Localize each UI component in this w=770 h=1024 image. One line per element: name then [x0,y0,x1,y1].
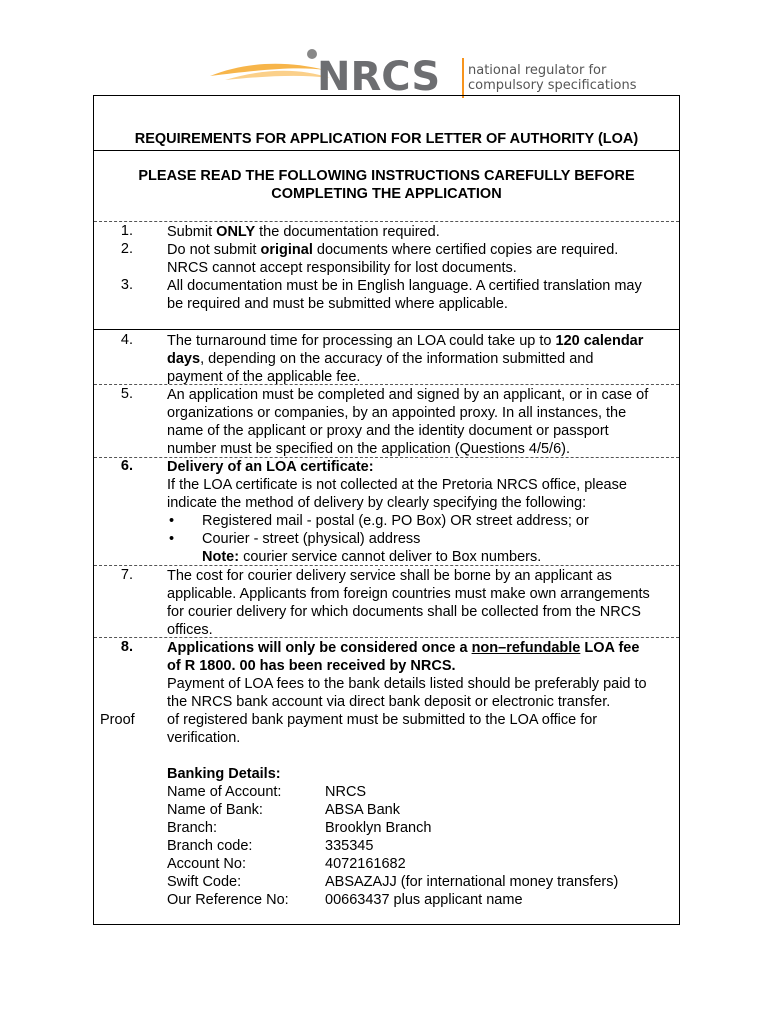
item-6-heading: Delivery of an LOA certificate: [167,459,374,475]
banking-heading: Banking Details: [167,766,281,782]
item-8-line3: Payment of LOA fees to the bank details listed should be preferably paid to [167,676,647,692]
divider-item4 [94,329,679,330]
item-5-line1: An application must be completed and signed by an applicant, or in case of [167,387,649,403]
bank-label: Our Reference No: [167,892,289,908]
bank-value: ABSA Bank [325,802,400,818]
bank-value: ABSAZAJJ (for international money transfers) [325,874,619,890]
item-8-line5: of registered bank payment must be submitted to the LOA office for [167,712,598,728]
item-2: Do not submit original documents where certified copies are required. [167,242,619,258]
item-5-line2: organizations or companies, by an appointed proxy. In all instances, the [167,405,627,421]
divider-title [94,150,679,151]
bank-label: Name of Bank: [167,802,263,818]
bullet-icon: • [169,531,175,547]
item-8-line1: Applications will only be considered once a non–refundable LOA fee [167,640,640,656]
item-2-line2: NRCS cannot accept responsibility for lost documents. [167,260,517,276]
bank-value: Brooklyn Branch [325,820,432,836]
bullet-icon: • [169,513,175,529]
item-number: 7. [120,567,133,583]
logo-dot [307,49,317,59]
item-number: 8. [120,639,133,655]
item-number: 2. [120,241,133,257]
logo-tagline [468,63,637,93]
bank-value: NRCS [325,784,367,800]
item-7-line1: The cost for courier delivery service shall be borne by an applicant as [167,568,612,584]
item-4-line2: days, depending on the accuracy of the information submitted and [167,351,594,367]
item-number: 4. [120,332,133,348]
item-8-line6: verification. [167,730,241,746]
item-1: Submit ONLY the documentation required. [167,224,440,240]
bank-label: Name of Account: [167,784,282,800]
item-6-note: Note: courier service cannot deliver to Box numbers. [202,549,542,565]
item-6-line3: indicate the method of delivery by clearly specifying the following: [167,495,587,511]
bank-value: 00663437 plus applicant name [325,892,523,908]
instructions-heading-line1: PLEASE READ THE FOLLOWING INSTRUCTIONS CAREFULLY BEFORE [138,168,635,184]
item-number: 3. [120,277,133,293]
bank-value: 335345 [325,838,374,854]
item-4-line3: payment of the applicable fee. [167,369,361,385]
item-8-line4: the NRCS bank account via direct bank deposit or electronic transfer. [167,694,611,710]
bank-label: Account No: [167,856,246,872]
proof-label: Proof [100,712,135,728]
item-6-bullet1: Registered mail - postal (e.g. PO Box) OR street address; or [202,513,589,529]
logo-tagline-line2: compulsory specifications [468,78,637,93]
item-7-line2: applicable. Applicants from foreign countries must make own arrangements [167,586,650,602]
bank-label: Swift Code: [167,874,242,890]
item-4-line1: The turnaround time for processing an LOA could take up to 120 calendar [167,333,644,349]
item-5-line4: number must be specified on the application (Questions 4/5/6). [167,441,571,457]
item-number: 6. [120,458,133,474]
item-number: 1. [120,223,133,239]
logo-tagline-line1: national regulator for [468,63,607,78]
item-6-line2: If the LOA certificate is not collected at the Pretoria NRCS office, please [167,477,627,493]
logo-brand-text: NRCS [317,54,441,100]
bank-label: Branch: [167,820,217,836]
item-7-line3: for courier delivery for which documents shall be collected from the NRCS [167,604,641,620]
item-3-line1: All documentation must be in English language. A certified translation may [167,278,642,294]
instructions-heading-line2: COMPLETING THE APPLICATION [271,186,502,202]
item-3-line2: be required and must be submitted where applicable. [167,296,508,312]
item-7-line4: offices. [167,622,213,638]
bank-value: 4072161682 [325,856,406,872]
bank-label: Branch code: [167,838,253,854]
item-6-bullet2: Courier - street (physical) address [202,531,421,547]
page-title: REQUIREMENTS FOR APPLICATION FOR LETTER OF AUTHORITY (LOA) [134,131,639,147]
divider-heading [94,221,679,222]
logo-divider [462,58,464,98]
item-8-line2: of R 1800. 00 has been received by NRCS. [167,658,456,674]
item-5-line3: name of the applicant or proxy and the identity document or passport [167,423,609,439]
item-number: 5. [120,386,133,402]
